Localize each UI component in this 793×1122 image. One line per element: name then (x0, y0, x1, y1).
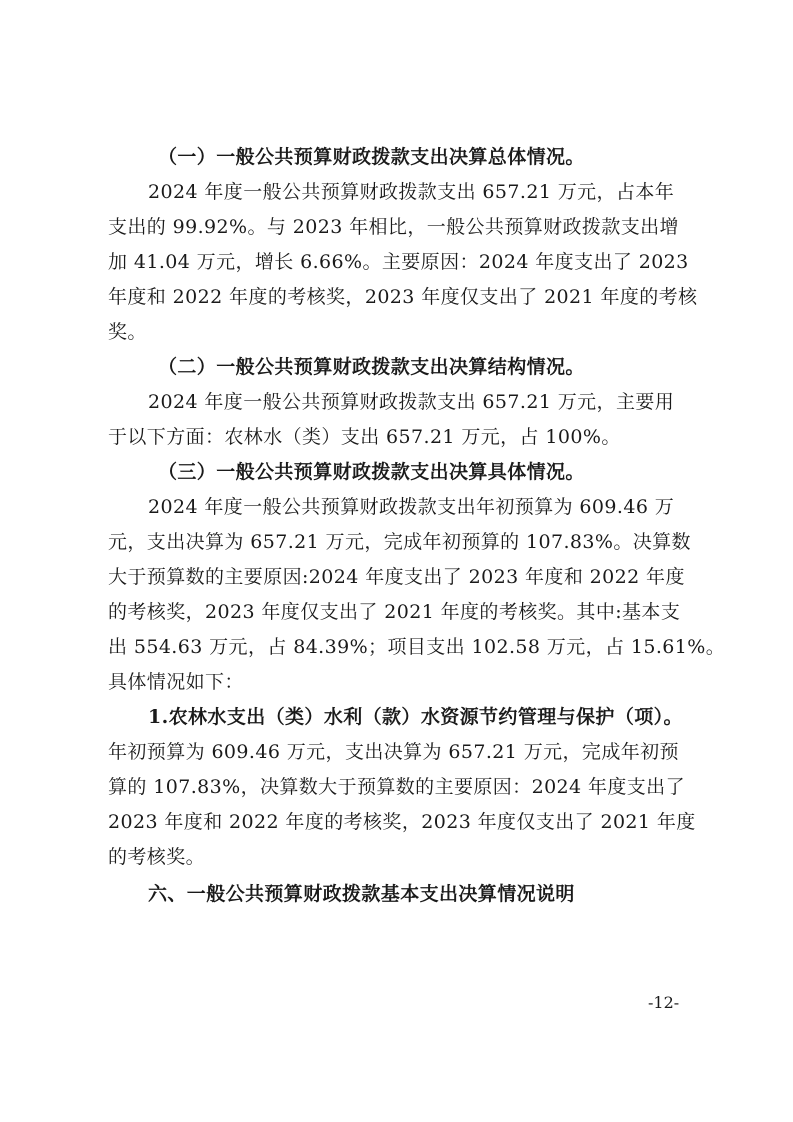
text-line: 2024 年度一般公共预算财政拨款支出年初预算为 609.46 万 (148, 496, 675, 518)
section6-heading (108, 877, 690, 912)
section3-heading (108, 455, 690, 490)
heading-text: （三）一般公共预算财政拨款支出决算具体情况。 (158, 461, 585, 483)
text-line: 具体情况如下： (108, 671, 244, 693)
heading-text: 1.农林水支出（类）水利（款）水资源节约管理与保护（项）。 (148, 706, 683, 728)
item1-paragraph (108, 735, 696, 875)
item1-heading (108, 700, 690, 735)
text-line: 年度和 2022 年度的考核奖，2023 年度仅支出了 2021 年度的考核 (108, 286, 698, 308)
section3-paragraph (108, 490, 726, 700)
text-line: 年初预算为 609.46 万元，支出决算为 657.21 万元，完成年初预 (108, 741, 679, 763)
text-line: 的考核奖，2023 年度仅支出了 2021 年度的考核奖。其中:基本支 (108, 601, 681, 623)
text-line: 大于预算数的主要原因:2024 年度支出了 2023 年度和 2022 年度 (108, 566, 685, 588)
section1-heading (108, 140, 690, 175)
text-line: 加 41.04 万元，增长 6.66%。主要原因：2024 年度支出了 2023 (108, 251, 689, 273)
heading-text: 六、一般公共预算财政拨款基本支出决算情况说明 (148, 883, 575, 905)
section1-paragraph (108, 175, 698, 350)
text-line: 2024 年度一般公共预算财政拨款支出 657.21 万元，主要用 (148, 391, 675, 413)
text-line: 于以下方面：农林水（类）支出 657.21 万元，占 100%。 (108, 426, 621, 448)
text-line: 2023 年度和 2022 年度的考核奖，2023 年度仅支出了 2021 年度 (108, 811, 696, 833)
text-line: 奖。 (108, 321, 147, 343)
text-line: 算的 107.83%，决算数大于预算数的主要原因：2024 年度支出了 (108, 776, 685, 798)
heading-text: （二）一般公共预算财政拨款支出决算结构情况。 (158, 356, 585, 378)
section2-paragraph (108, 385, 690, 455)
text-line: 2024 年度一般公共预算财政拨款支出 657.21 万元，占本年 (148, 181, 675, 203)
text-line: 出 554.63 万元，占 84.39%；项目支出 102.58 万元，占 15.61%。 (108, 636, 726, 658)
heading-text: （一）一般公共预算财政拨款支出决算总体情况。 (158, 146, 585, 168)
text-line: 支出的 99.92%。与 2023 年相比，一般公共预算财政拨款支出增 (108, 216, 679, 238)
page-number: -12- (648, 993, 680, 1012)
text-line: 元，支出决算为 657.21 万元，完成年初预算的 107.83%。决算数 (108, 531, 691, 553)
document-body (108, 140, 726, 912)
section2-heading (108, 350, 690, 385)
text-line: 的考核奖。 (108, 846, 206, 868)
